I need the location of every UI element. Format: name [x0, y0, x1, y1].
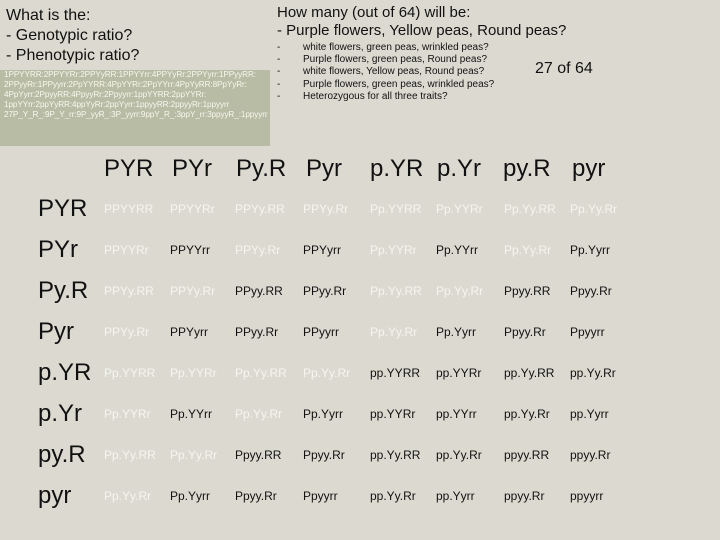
genotype-cell: Ppyy.Rr — [303, 448, 345, 462]
answer-count: 27 of 64 — [535, 60, 593, 77]
genotype-cell: Pp.Yyrr — [570, 243, 611, 257]
question-right-item: - white flowers, Yellow peas, Round peas? — [277, 66, 485, 78]
genotype-cell: pp.Yy.RR — [504, 366, 555, 380]
genotype-cell: Pp.Yy.Rr — [235, 407, 283, 421]
genotype-cell: Pp.Yy.Rr — [436, 284, 484, 298]
genotype-cell: Pp.Yy.Rr — [370, 325, 418, 339]
genotype-cell: ppyy.Rr — [504, 489, 545, 503]
genotype-cell: Ppyy.Rr — [504, 325, 546, 339]
question-right-title: How many (out of 64) will be: — [277, 4, 471, 21]
genotype-cell: pp.YYrr — [436, 407, 477, 421]
genotype-cell: PPYYRR — [104, 202, 154, 216]
genotype-cell: Pp.YYRr — [170, 366, 217, 380]
row-header: pyr — [38, 482, 72, 509]
question-right-item: - Heterozygous for all three traits? — [277, 90, 448, 102]
genotype-cell: Pp.Yy.RR — [104, 448, 156, 462]
column-header: PYR — [104, 155, 154, 182]
genotype-cell: Ppyy.Rr — [235, 489, 277, 503]
genotype-cell: PPYy.Rr — [104, 325, 150, 339]
genotype-cell: PPyy.Rr — [303, 284, 347, 298]
genotype-cell: PPYy.Rr — [235, 243, 281, 257]
genotype-cell: pp.Yy.RR — [370, 448, 421, 462]
table-row — [0, 228, 720, 272]
row-header: Pyr — [38, 318, 74, 345]
genotype-cell: pp.Yy.Rr — [570, 366, 616, 380]
table-row — [0, 269, 720, 313]
genotype-cell: Pp.Yyrr — [436, 325, 477, 339]
table-row — [0, 392, 720, 436]
column-header: py.R — [503, 155, 551, 182]
table-row — [0, 310, 720, 354]
row-header: p.YR — [38, 359, 92, 386]
genotype-cell: PPYy.RR — [235, 202, 285, 216]
genotype-cell: Pp.Yyrr — [303, 407, 344, 421]
column-header-row — [0, 152, 720, 186]
genotype-cell: Ppyy.Rr — [570, 284, 612, 298]
table-row — [0, 474, 720, 518]
ratio-line: 4PpYyrr:2PpyyRR:4PpyyRr:2Ppyyrr:1ppYYRR:2ppYYRr: — [4, 90, 207, 99]
question-left-title: What is the: — [6, 7, 91, 24]
question-out-of-64 — [277, 4, 717, 103]
genotype-cell: Pp.Yy.Rr — [303, 366, 351, 380]
genotype-cell: Pp.YYRR — [370, 202, 422, 216]
genotype-cell: pp.YYRR — [370, 366, 421, 380]
genotype-cell: PPYyrr — [170, 325, 209, 339]
question-genotype-phenotype — [6, 6, 139, 66]
genotype-cell: pp.Yyrr — [570, 407, 609, 421]
column-header: PYr — [172, 155, 213, 182]
row-header: p.Yr — [38, 400, 83, 427]
genotype-cell: ppyy.RR — [504, 448, 550, 462]
genotype-cell: Pp.YYRR — [104, 366, 156, 380]
row-header: Py.R — [38, 277, 89, 304]
ratio-line: 27P_Y_R_:9P_Y_rr:9P_yyR_:3P_yyrr:9ppY_R_:3ppY_rr:3ppyyR_:1ppyyrr — [4, 110, 268, 119]
question-right-item: - Purple flowers, green peas, wrinkled peas? — [277, 78, 495, 90]
ratio-line: 1PPYYRR:2PPYYRr:2PPYyRR:1PPYYrr:4PPYyRr:2PPYyrr:1PPyyRR: — [4, 70, 256, 79]
genotype-cell: ppyyrr — [570, 489, 604, 503]
genotype-cell: PPYy.Rr — [170, 284, 216, 298]
genotype-cell: PPYyrr — [303, 243, 342, 257]
genotype-cell: Pp.Yy.Rr — [504, 243, 552, 257]
question-right-list — [277, 42, 717, 103]
genotype-cell: PPyy.Rr — [235, 325, 279, 339]
ratio-line: 1ppYYrr:2ppYyRR:4ppYyRr:2ppYyrr:1ppyyRR:2ppyyRr:1ppyyrr — [4, 100, 230, 109]
genotype-cell: Pp.Yy.RR — [235, 366, 287, 380]
column-header: p.YR — [370, 155, 424, 182]
genotype-cell: Ppyyrr — [570, 325, 605, 339]
genotype-cell: Pp.YYRr — [436, 202, 483, 216]
row-header: PYR — [38, 195, 88, 222]
question-left-item-phenotypic: - Phenotypic ratio? — [6, 47, 140, 64]
question-left-item-genotypic: - Genotypic ratio? — [6, 27, 133, 44]
column-header: Py.R — [236, 155, 287, 182]
table-row — [0, 433, 720, 477]
genotype-cell: pp.Yy.Rr — [436, 448, 482, 462]
genotype-cell: PPYYRr — [104, 243, 149, 257]
genotype-cell: pp.Yyrr — [436, 489, 475, 503]
genotype-cell: Pp.Yy.Rr — [570, 202, 618, 216]
genotype-cell: PPYy.RR — [104, 284, 154, 298]
genotype-cell: pp.YYRr — [370, 407, 416, 421]
table-row — [0, 351, 720, 395]
genotype-cell: PPyy.RR — [235, 284, 283, 298]
row-header: py.R — [38, 441, 86, 468]
genotype-cell: pp.Yy.Rr — [504, 407, 550, 421]
table-row — [0, 187, 720, 231]
genotype-cell: pp.Yy.Rr — [370, 489, 416, 503]
column-header: pyr — [572, 155, 606, 182]
genotype-cell: Pp.Yy.RR — [504, 202, 556, 216]
genotype-cell: Pp.YYRr — [370, 243, 417, 257]
genotype-cell: Pp.YYrr — [436, 243, 479, 257]
genotype-cell: ppyy.Rr — [570, 448, 611, 462]
column-header: Pyr — [306, 155, 342, 182]
genotype-cell: Ppyy.RR — [504, 284, 551, 298]
genotype-cell: PPYy.Rr — [303, 202, 349, 216]
row-header: PYr — [38, 236, 79, 263]
genotype-cell: Pp.Yyrr — [170, 489, 211, 503]
genotype-cell: Pp.Yy.Rr — [104, 489, 152, 503]
ratio-line: 2PPyyRr:1PPyyrr:2PpYYRR:4PpYYRr:2PpYYrr:4PpYyRR:8PpYyRr: — [4, 80, 247, 89]
question-right-subtitle: - Purple flowers, Yellow peas, Round peas? — [277, 22, 567, 39]
genotype-cell: Ppyyrr — [303, 489, 338, 503]
genotype-cell: Ppyy.RR — [235, 448, 282, 462]
question-right-item: - Purple flowers, green peas, Round peas? — [277, 54, 488, 66]
column-header: p.Yr — [437, 155, 482, 182]
question-right-item: - white flowers, green peas, wrinkled peas? — [277, 42, 489, 53]
ratio-answer-box — [0, 70, 270, 146]
genotype-cell: PPYYRr — [170, 202, 215, 216]
genotype-cell: PPyyrr — [303, 325, 339, 339]
genotype-cell: Pp.Yy.Rr — [170, 448, 218, 462]
genotype-cell: pp.YYRr — [436, 366, 482, 380]
genotype-cell: Pp.YYRr — [104, 407, 151, 421]
genotype-cell: PPYYrr — [170, 243, 211, 257]
genotype-cell: Pp.Yy.RR — [370, 284, 422, 298]
genotype-cell: Pp.YYrr — [170, 407, 213, 421]
